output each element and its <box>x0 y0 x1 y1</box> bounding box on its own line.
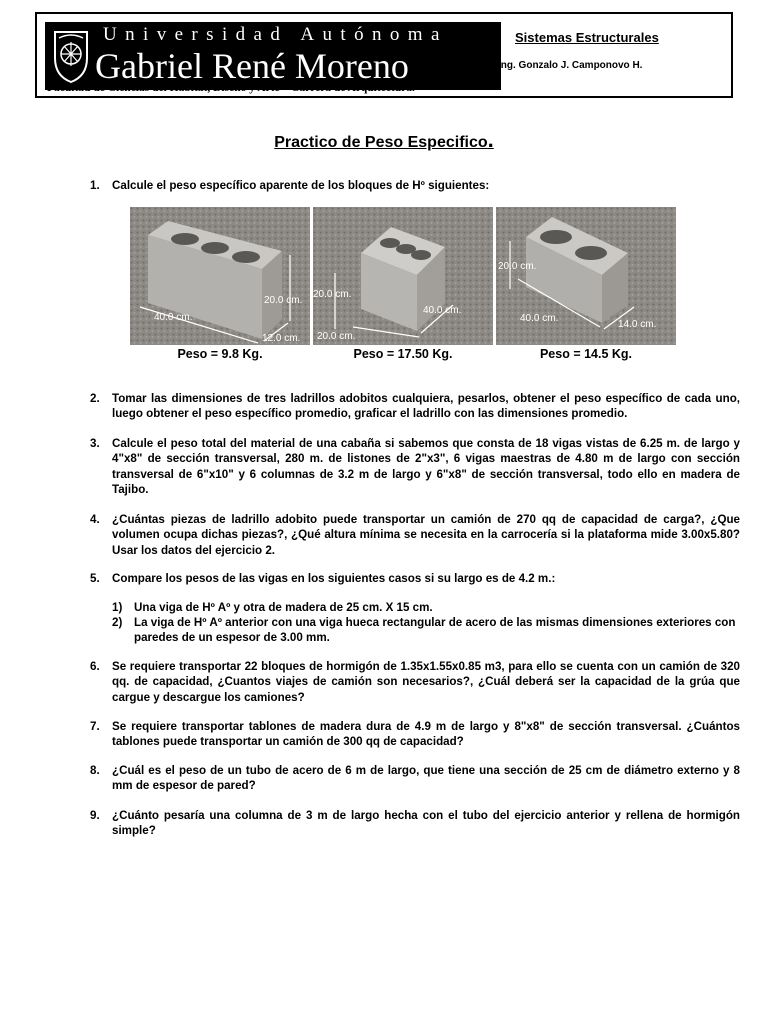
exercise-number: 4. <box>90 513 100 526</box>
block2-width-label: 20.0 cm. <box>317 331 356 342</box>
block1-width-label: 12.0 cm. <box>262 333 301 344</box>
university-logo-banner <box>45 22 501 90</box>
exercise-9 <box>90 808 740 839</box>
exercise-3 <box>90 436 740 498</box>
exercise-5 <box>90 571 740 586</box>
exercise-8 <box>90 763 740 794</box>
block2-height-label: 20.0 cm. <box>313 289 352 300</box>
block-weights <box>130 347 676 365</box>
subitem-text: La viga de Hº Aº anterior con una viga hueca rectangular de acero de las mismas dimensiones exteriores con paredes de un espesor de 3.00 mm. <box>134 616 736 645</box>
block-photo-3 <box>496 207 676 345</box>
exercise-5-subitem-1 <box>112 600 740 615</box>
exercise-text: Tomar las dimensiones de tres ladrillos adobitos cualquiera, pesarlos, obtener el peso específico de cada uno, luego obtener el peso específico promedio, graficar el ladrillo con las dimensiones promedio. <box>112 392 740 421</box>
exercise-text: ¿Cuánto pesaría una columna de 3 m de largo hecha con el tubo del ejercicio anterior y rellena de hormigón simple? <box>112 809 740 838</box>
page-title <box>0 127 768 153</box>
block1-weight: Peso = 9.8 Kg. <box>177 347 263 361</box>
university-name-line2: Gabriel René Moreno <box>95 46 409 86</box>
university-name-line1: Universidad Autónoma <box>103 24 448 45</box>
teacher-name: Ing. Gonzalo J. Camponovo H. <box>498 60 643 71</box>
exercise-1 <box>90 178 740 193</box>
exercise-text: Calcule el peso total del material de una cabaña si sabemos que consta de 18 vigas vistas de 6.25 m. de largo y 4"x8" de sección transversal, 280 m. de listones de 2"x3", 6 vigas maestras de 4.80 m de largo con sección transversal de 6"x10" y 6 columnas de 3.2 m de largo y 6"x8" de sección transversal, todo ello en madera de Tajibo. <box>112 437 740 497</box>
block3-width-label: 14.0 cm. <box>618 319 657 330</box>
block3-height-label: 20.0 cm. <box>498 261 537 272</box>
page-title-text: Practico de Peso Especifico <box>274 134 488 151</box>
subitem-number: 2) <box>112 616 123 629</box>
university-seal-icon <box>51 28 91 84</box>
block2-length-label: 40.0 cm. <box>423 305 462 316</box>
block1-length-label: 40.0 cm. <box>154 312 193 323</box>
block-photo-2 <box>313 207 493 345</box>
exercise-number: 5. <box>90 572 100 585</box>
exercise-number: 3. <box>90 437 100 450</box>
exercise-text: Se requiere transportar tablones de madera dura de 4.9 m de largo y 8"x8" de sección transversal. ¿Cuántos tablones puede transportar un camión de 300 qq de capacidad? <box>112 720 740 749</box>
exercise-number: 6. <box>90 660 100 673</box>
exercise-5-subitem-2 <box>112 615 740 646</box>
faculty-line: Facultad de Ciencias del Hábitat, Diseño y Arte – Carrera de Arquitectura. <box>47 82 415 94</box>
block3-weight: Peso = 14.5 Kg. <box>539 347 633 361</box>
exercise-text: Compare los pesos de las vigas en los siguientes casos si su largo es de 4.2 m.: <box>112 572 556 585</box>
block1-height-label: 20.0 cm. <box>264 295 303 306</box>
block-photos <box>130 207 676 345</box>
exercise-text: ¿Cuál es el peso de un tubo de acero de 6 m de largo, que tiene una sección de 25 cm de diámetro externo y 8 mm de espesor de pared? <box>112 764 740 793</box>
block-photo-1 <box>130 207 310 345</box>
subitem-number: 1) <box>112 601 123 614</box>
exercise-text: Calcule el peso específico aparente de los bloques de Hº siguientes: <box>112 179 490 192</box>
course-name: Sistemas Estructurales <box>515 30 659 45</box>
exercise-6 <box>90 659 740 705</box>
block3-length-label: 40.0 cm. <box>520 313 559 324</box>
exercise-text: ¿Cuántas piezas de ladrillo adobito puede transportar un camión de 270 qq de capacidad de carga?, ¿Que volumen ocupa dichas piezas?, ¿Qué altura mínima se necesita en la carrocería si la plataforma mide 3.00x5.80? Usar los datos del ejercicio 2. <box>112 513 740 557</box>
exercise-number: 1. <box>90 179 100 192</box>
exercise-number: 2. <box>90 392 100 405</box>
subitem-text: Una viga de Hº Aº y otra de madera de 25 cm. X 15 cm. <box>134 601 433 614</box>
document-header <box>35 12 733 98</box>
page-title-dot: . <box>487 127 494 152</box>
exercise-number: 9. <box>90 809 100 822</box>
exercise-7 <box>90 719 740 750</box>
exercise-2 <box>90 391 740 422</box>
exercise-number: 7. <box>90 720 100 733</box>
exercise-number: 8. <box>90 764 100 777</box>
block2-weight: Peso = 17.50 Kg. <box>353 347 453 361</box>
exercise-text: Se requiere transportar 22 bloques de hormigón de 1.35x1.55x0.85 m3, para ello se cuenta con un camión de 320 qq. de capacidad, ¿Cuantos viajes de camión son necesarios?, ¿Cuál deberá ser la capacidad de la grúa que cargue y descargue los camiones? <box>112 660 740 704</box>
exercise-4 <box>90 512 740 558</box>
